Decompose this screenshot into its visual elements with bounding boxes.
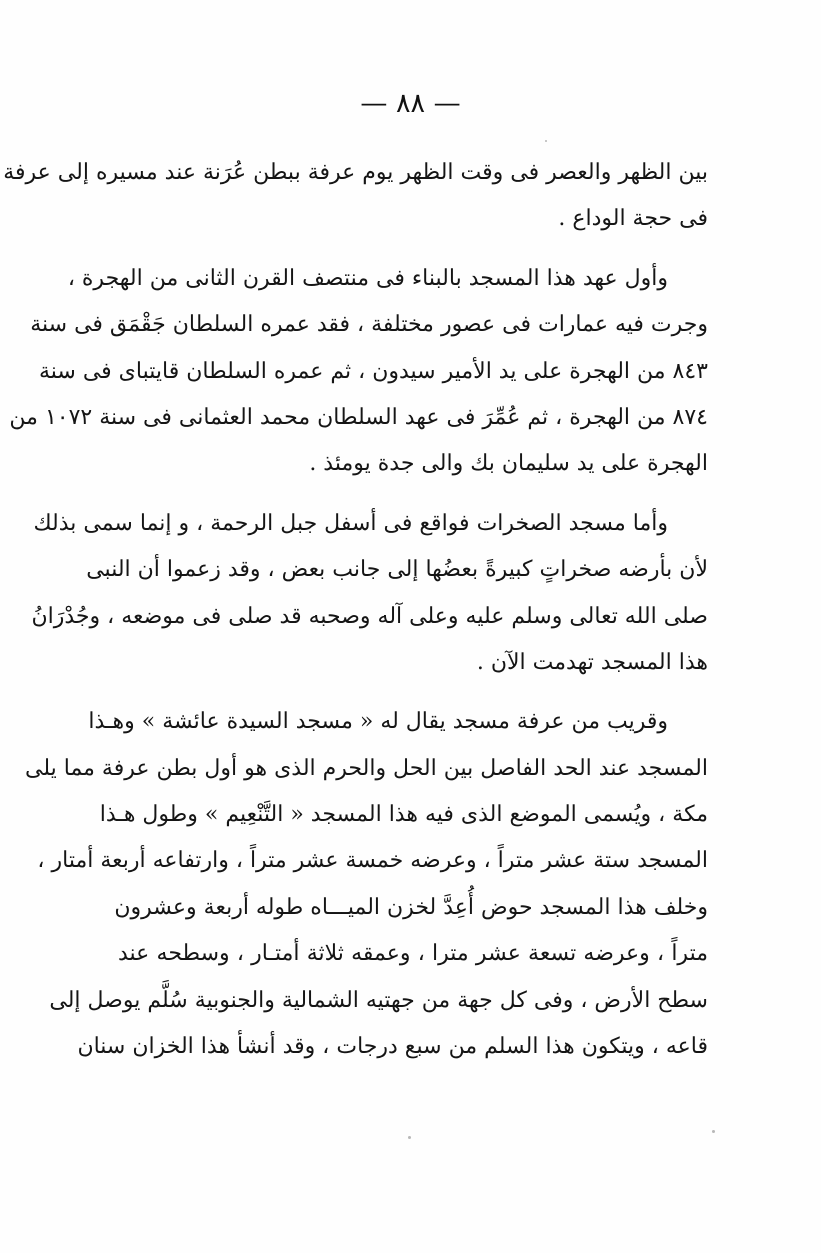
scan-speck <box>712 1130 715 1133</box>
text-line: المسجد ستة عشر متراً ، وعرضه خمسة عشر متراً ، وارتفاعه أربعة أمتار ، <box>37 848 708 874</box>
paragraph-3 <box>31 501 708 687</box>
text-line: وخلف هذا المسجد حوض أُعِدَّ لخزن الميـــاه طوله أربعة وعشرون <box>114 894 708 920</box>
text-line: وجرت فيه عمارات فى عصور مختلفة ، فقد عمره السلطان جَقْمَق فى سنة <box>30 312 708 338</box>
text-line: فى حجة الوداع . <box>558 206 708 232</box>
text-line: وأول عهد هذا المسجد بالبناء فى منتصف القرن الثانى من الهجرة ، <box>67 265 668 291</box>
text-line: بين الظهر والعصر فى وقت الظهر يوم عرفة ببطن عُرَنة عند مسيره إلى عرفة <box>3 160 708 185</box>
scan-speck <box>408 1136 411 1139</box>
text-line: سطح الأرض ، وفى كل جهة من جهتيه الشمالية والجنوبية سُلَّم يوصل إلى <box>49 987 708 1013</box>
text-line: مكة ، ويُسمى الموضع الذى فيه هذا المسجد « التَّنْعِيم » وطول هـذا <box>99 802 708 828</box>
paragraph-2 <box>9 256 708 488</box>
text-line: وأما مسجد الصخرات فواقع فى أسفل جبل الرحمة ، و إنما سمى بذلك <box>33 510 668 536</box>
paragraph-4 <box>25 699 708 1070</box>
text-line: هذا المسجد تهدمت الآن . <box>476 649 708 675</box>
paragraph-1 <box>3 150 708 243</box>
text-line: متراً ، وعرضه تسعة عشر مترا ، وعمقه ثلاثة أمتـار ، وسطحه عند <box>118 941 708 967</box>
body-text <box>3 150 708 1070</box>
text-line: الهجرة على يد سليمان بك والى جدة يومئذ . <box>309 451 708 477</box>
text-line: لأن بأرضه صخراتٍ كبيرةً بعضُها إلى جانب بعض ، وقد زعموا أن النبى <box>86 557 708 583</box>
scan-speck <box>545 140 547 142</box>
text-line: وقريب من عرفة مسجد يقال له « مسجد السيدة عائشة » وهـذا <box>88 709 668 735</box>
text-line: المسجد عند الحد الفاصل بين الحل والحرم الذى هو أول بطن عرفة مما يلى <box>25 755 708 781</box>
text-line: قاعه ، ويتكون هذا السلم من سبع درجات ، وقد أنشأ هذا الخزان سنان <box>77 1034 708 1060</box>
text-line: ٨٤٣ من الهجرة على يد الأمير سيدون ، ثم عمره السلطان قايتباى فى سنة <box>38 358 708 384</box>
text-line: ٨٧٤ من الهجرة ، ثم عُمِّرَ فى عهد السلطان محمد العثمانى فى سنة ١٠٧٢ من <box>9 404 708 430</box>
text-line: صلى الله تعالى وسلم عليه وعلى آله وصحبه قد صلى فى موضعه ، وجُدْرَانُ <box>31 603 708 629</box>
page-number: — ٨٨ — <box>360 88 461 119</box>
